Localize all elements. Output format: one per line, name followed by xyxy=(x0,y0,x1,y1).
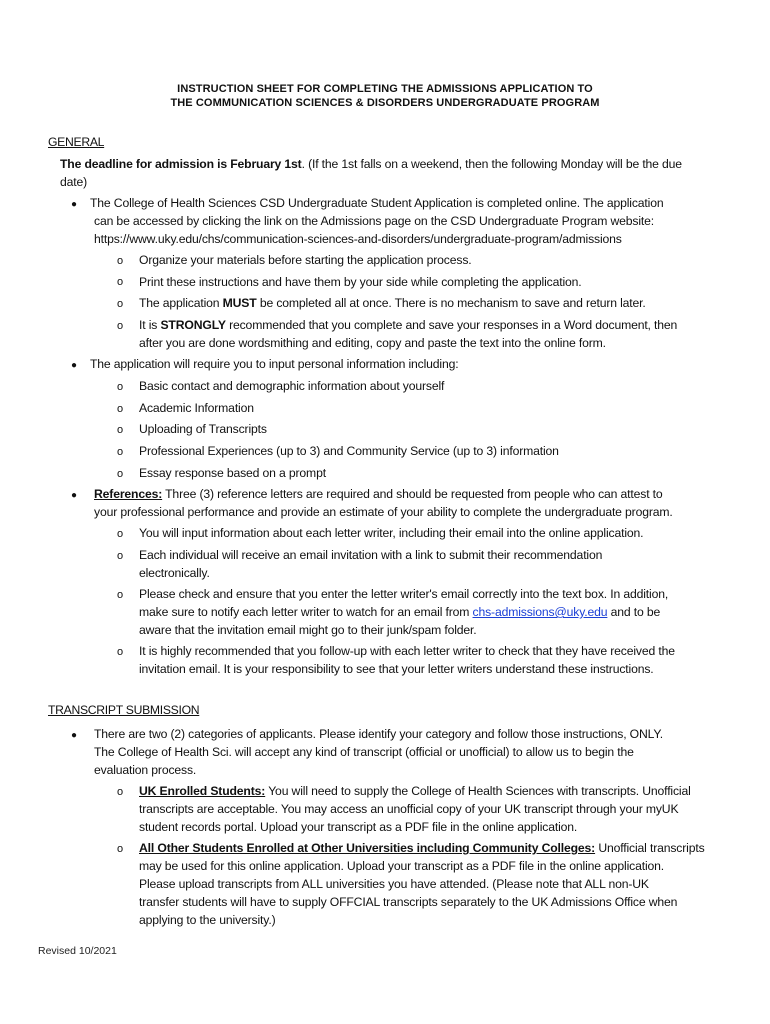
sub-bullet: o xyxy=(117,298,123,310)
uk-students-line3: student records portal. Upload your transcript as a PDF file in the online application. xyxy=(139,820,578,834)
bullet3-line2: your professional performance and provide an estimate of your ability to complete the undergraduate program. xyxy=(94,505,673,519)
references-label: References: xyxy=(94,487,163,501)
sub-bullet: o xyxy=(117,468,123,480)
other-students-line2: may be used for this online application. Upload your transcript as a PDF file in the online application. xyxy=(139,859,665,873)
bullet3-sub2-line2: electronically. xyxy=(139,566,210,580)
other-students-label: All Other Students Enrolled at Other Universities including Community Colleges: xyxy=(139,841,596,855)
bullet1-sub3: The application MUST be completed all at once. There is no mechanism to save and return later. xyxy=(139,296,646,310)
bullet3-sub1: You will input information about each letter writer, including their email into the online application. xyxy=(139,526,644,540)
sub-bullet: o xyxy=(117,403,123,415)
other-students-line1: All Other Students Enrolled at Other Universities including Community Colleges: Unofficial transcripts xyxy=(139,841,705,855)
other-students-line3: Please upload transcripts from ALL universities you have attended. (Please note that ALL non-UK xyxy=(139,877,649,891)
bullet2-sub3: Uploading of Transcripts xyxy=(139,422,267,436)
bullet1-line3: https://www.uky.edu/chs/communication-sciences-and-disorders/undergraduate-program/admissions xyxy=(94,232,622,246)
transcript-b1-line1: There are two (2) categories of applicants. Please identify your category and follow those instructions, ONLY. xyxy=(94,727,664,741)
uk-students-line1: UK Enrolled Students: You will need to supply the College of Health Sciences with transcripts. Unofficial xyxy=(139,784,691,798)
general-heading: GENERAL xyxy=(48,135,105,149)
transcript-heading: TRANSCRIPT SUBMISSION xyxy=(48,703,200,717)
bullet3-sub4-line2: invitation email. It is your responsibility to see that your letter writers understand these instructions. xyxy=(139,662,654,676)
title-line-1: INSTRUCTION SHEET FOR COMPLETING THE ADMISSIONS APPLICATION TO xyxy=(177,83,593,95)
bullet3-sub4: It is highly recommended that you follow-up with each letter writer to check that they have received the xyxy=(139,644,675,658)
uk-students-label: UK Enrolled Students: xyxy=(139,784,266,798)
revised-date: Revised 10/2021 xyxy=(38,945,117,957)
bullet2-sub5: Essay response based on a prompt xyxy=(139,466,326,480)
transcript-b1-line2: The College of Health Sci. will accept any kind of transcript (official or unofficial) to allow us to begin the xyxy=(94,745,634,759)
other-students-line5: applying to the university.) xyxy=(139,913,276,927)
sub-bullet: o xyxy=(117,589,123,601)
uk-students-line2: transcripts are acceptable. You may access an unofficial copy of your UK transcript through your myUK xyxy=(139,802,679,816)
bullet1-sub2: Print these instructions and have them by your side while completing the application. xyxy=(139,275,582,289)
bullet-dot: ● xyxy=(71,360,77,371)
sub-bullet: o xyxy=(117,320,123,332)
sub-bullet: o xyxy=(117,786,123,798)
bullet-dot: ● xyxy=(71,730,77,741)
sub-bullet: o xyxy=(117,424,123,436)
bullet2-sub2: Academic Information xyxy=(139,401,254,415)
sub-bullet: o xyxy=(117,255,123,267)
sub-bullet: o xyxy=(117,276,123,288)
sub-bullet: o xyxy=(117,550,123,562)
sub-bullet: o xyxy=(117,646,123,658)
bullet3-line1: References: Three (3) reference letters are required and should be requested from people who can attest to xyxy=(94,487,663,501)
email-link[interactable]: chs-admissions@uky.edu xyxy=(472,605,608,619)
bullet2-sub4: Professional Experiences (up to 3) and Community Service (up to 3) information xyxy=(139,444,559,458)
bullet3-sub3-line3: aware that the invitation email might go to their junk/spam folder. xyxy=(139,623,477,637)
bullet2-sub1: Basic contact and demographic information about yourself xyxy=(139,379,445,393)
document-title xyxy=(0,82,770,110)
title-line-2: THE COMMUNICATION SCIENCES & DISORDERS UNDERGRADUATE PROGRAM xyxy=(170,97,600,109)
bullet2-line1: The application will require you to input personal information including: xyxy=(90,357,459,371)
bullet3-sub3-line2: make sure to notify each letter writer to watch for an email from chs-admissions@uky.edu and to be xyxy=(139,605,661,619)
sub-bullet: o xyxy=(117,381,123,393)
bullet1-line2: can be accessed by clicking the link on the Admissions page on the CSD Undergraduate Program website: xyxy=(94,214,655,228)
other-students-line4: transfer students will have to supply OFFCIAL transcripts separately to the UK Admissions Office when xyxy=(139,895,678,909)
deadline-rest: . (If the 1st falls on a weekend, then the following Monday will be the due xyxy=(301,157,682,171)
sub-bullet: o xyxy=(117,843,123,855)
bullet1-sub1: Organize your materials before starting the application process. xyxy=(139,253,472,267)
bullet1-sub4: It is STRONGLY recommended that you complete and save your responses in a Word document, then xyxy=(139,318,678,332)
bullet-dot: ● xyxy=(71,490,77,501)
deadline-line xyxy=(60,155,682,173)
deadline-cont: date) xyxy=(60,175,88,189)
transcript-b1-line3: evaluation process. xyxy=(94,763,197,777)
bullet1-sub4-line2: after you are done wordsmithing and editing, copy and paste the text into the online form. xyxy=(139,336,606,350)
bullet-dot: ● xyxy=(71,199,77,210)
deadline-bold: The deadline for admission is February 1st xyxy=(60,157,302,171)
sub-bullet: o xyxy=(117,446,123,458)
bullet3-sub2: Each individual will receive an email invitation with a link to submit their recommendation xyxy=(139,548,603,562)
bullet3-sub3: Please check and ensure that you enter the letter writer's email correctly into the text box. In addition, xyxy=(139,587,669,601)
sub-bullet: o xyxy=(117,528,123,540)
bullet1-line1: The College of Health Sciences CSD Undergraduate Student Application is completed online. The application xyxy=(90,196,664,210)
